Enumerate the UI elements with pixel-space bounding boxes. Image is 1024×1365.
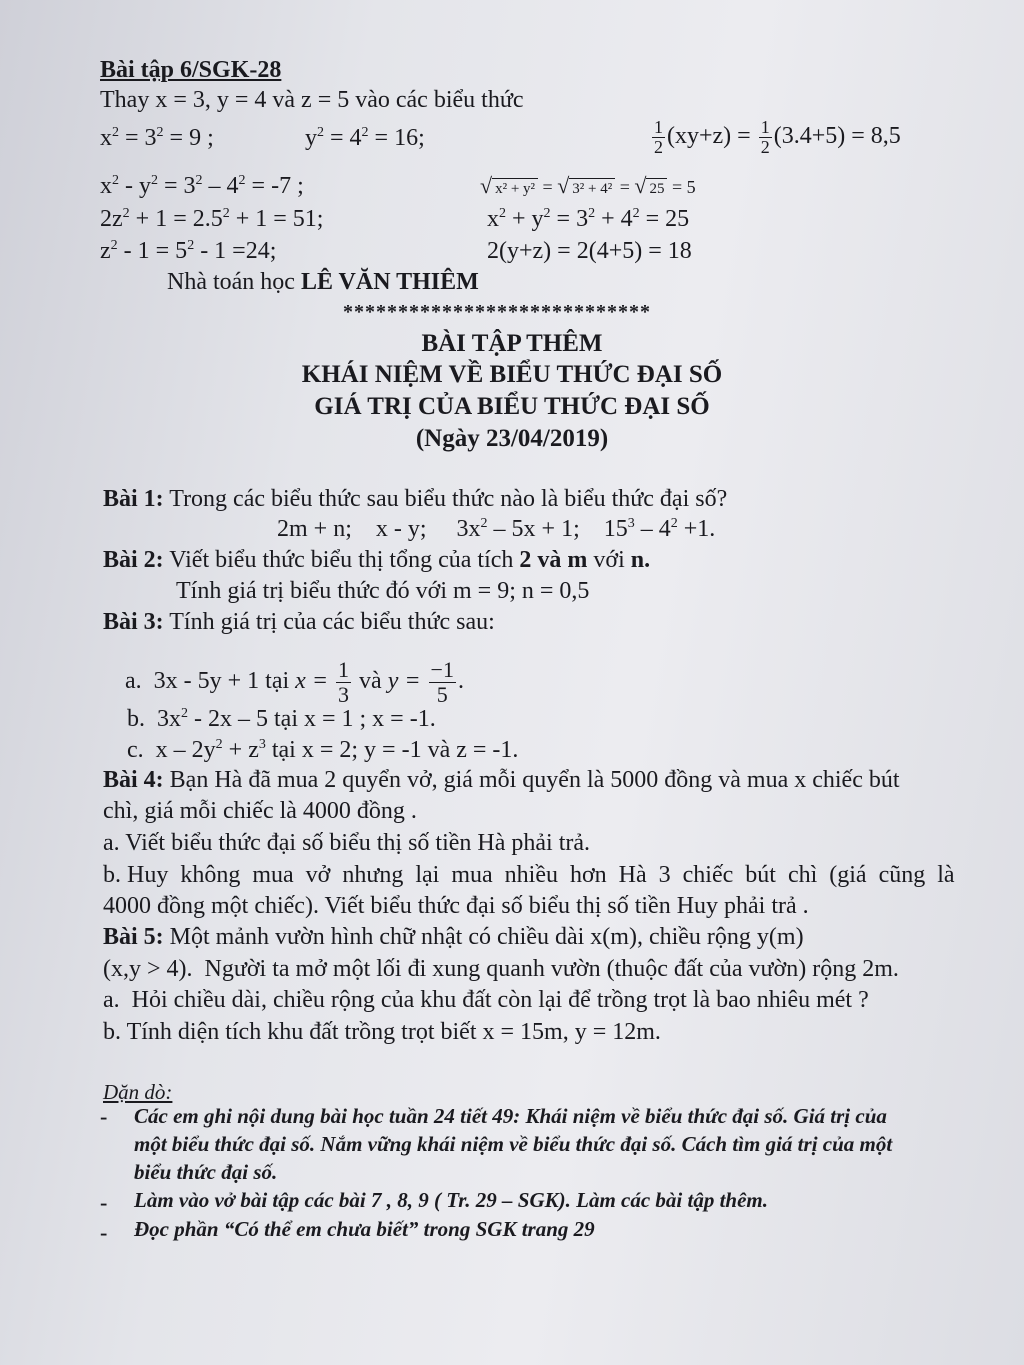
notes-item-1-line3: biểu thức đại số.	[134, 1160, 278, 1184]
exercise-3: Bài 3: Tính giá trị của các biểu thức sau:	[103, 609, 495, 635]
notes-bullet-1: -	[100, 1104, 108, 1129]
exercise-5a: a. Hỏi chiều dài, chiều rộng của khu đất còn lại để trồng trọt là bao nhiêu mét ?	[103, 987, 869, 1013]
exercise-4-line2: chì, giá mỗi chiếc là 4000 đồng .	[103, 798, 417, 824]
exercise-4b-line2: 4000 đồng một chiếc). Viết biểu thức đại số biểu thị số tiền Huy phải trả .	[103, 893, 809, 919]
exercise-3a: a. 3x - 5y + 1 tại x = $\frac{1}{3}$ và y = $\frac{-1}{5}$ .	[125, 657, 464, 707]
extra-title: BÀI TẬP THÊM	[421, 330, 603, 357]
exercise-1-expressions: 2m + n; x - y; $3x^2 - 5x + 1$; $15^3 - 4^2 +1$.	[277, 516, 716, 542]
work-half-expression: $\frac{1}{2}$ (xy+z) = $\frac{1}{2}$ (3.4+5) = 8,5	[654, 117, 901, 157]
exercise-3c: c. $x - 2y^2 + z^3$ tại x = 2; y = -1 và z = -1.	[127, 737, 519, 763]
work-sum-squares: $x^2 + y^2 = 3^2 + 4^2 = 25$	[487, 206, 690, 232]
exercise-5-line2: (x,y > 4). Người ta mở một lối đi xung quanh vườn (thuộc đất của vườn) rộng 2m.	[103, 956, 899, 982]
exercise-2: Bài 2: Viết biểu thức biểu thị tổng của tích 2 và m với n.	[103, 547, 651, 573]
intro-line: Thay x = 3, y = 4 và z = 5 vào các biểu thức	[100, 87, 524, 113]
exercise-2-line2: Tính giá trị biểu thức đó với m = 9; n = 0,5	[176, 578, 590, 604]
separator-stars: ****************************	[343, 301, 651, 323]
exercise-3b: b. $3x^2 - 2x - 5$ tại x = 1 ; x = -1.	[127, 706, 436, 732]
mathematician-line: Nhà toán học LÊ VĂN THIÊM	[167, 269, 479, 295]
notes-item-1-line2: một biểu thức đại số. Nắm vững khái niệm về biểu thức đại số. Cách tìm giá trị của một	[134, 1132, 893, 1156]
notes-bullet-3: -	[100, 1220, 108, 1245]
notes-item-2: Làm vào vở bài tập các bài 7 , 8, 9 ( Tr. 29 – SGK). Làm các bài tập thêm.	[134, 1188, 769, 1212]
notes-item-1-line1: Các em ghi nội dung bài học tuần 24 tiết 49: Khái niệm về biểu thức đại số. Giá trị của	[134, 1104, 887, 1128]
exercise-5b: b. Tính diện tích khu đất trồng trọt biết x = 15m, y = 12m.	[103, 1019, 661, 1045]
exercise-title: Bài tập 6/SGK-28	[100, 57, 282, 83]
notes-item-3: Đọc phần “Có thể em chưa biết” trong SGK trang 29	[134, 1217, 595, 1241]
exercise-1: Bài 1: Trong các biểu thức sau biểu thức nào là biểu thức đại số?	[103, 486, 728, 512]
work-2-y-plus-z: 2(y+z) = 2(4+5) = 18	[487, 238, 692, 264]
work-x-squared: $x^2 = 3^2 = 9$ ;	[100, 125, 214, 151]
work-2z-squared: $2z^2 + 1 = 2.5^2 + 1 = 51$;	[100, 206, 324, 232]
extra-subtitle-value: GIÁ TRỊ CỦA BIỂU THỨC ĐẠI SỐ	[314, 393, 710, 420]
work-y-squared: $y^2 = 4^2 = 16$;	[305, 125, 425, 151]
work-z-squared-minus-one: $z^2 - 1 = 5^2 - 1 =24$;	[100, 238, 277, 264]
extra-subtitle-concept: KHÁI NIỆM VỀ BIỂU THỨC ĐẠI SỐ	[301, 361, 723, 388]
extra-date: (Ngày 23/04/2019)	[415, 425, 609, 452]
notes-heading: Dặn dò:	[103, 1080, 173, 1104]
notes-bullet-2: -	[100, 1190, 108, 1215]
work-difference-squares: $x^2 - y^2 = 3^2 - 4^2 = -7$ ;	[100, 173, 304, 199]
exercise-4a: a. Viết biểu thức đại số biểu thị số tiền Hà phải trả.	[103, 830, 591, 856]
exercise-4b: b. Huy không mua vở nhưng lại mua nhiều hơn Hà 3 chiếc bút chì (giá cũng là	[103, 862, 955, 888]
work-sqrt-expression: √ x² + y² = √ 3² + 4² = √ 25 = 5	[480, 173, 696, 198]
exercise-4: Bài 4: Bạn Hà đã mua 2 quyển vở, giá mỗi quyển là 5000 đồng và mua x chiếc bút	[103, 767, 900, 793]
exercise-5: Bài 5: Một mảnh vườn hình chữ nhật có chiều dài x(m), chiều rộng y(m)	[103, 924, 804, 950]
